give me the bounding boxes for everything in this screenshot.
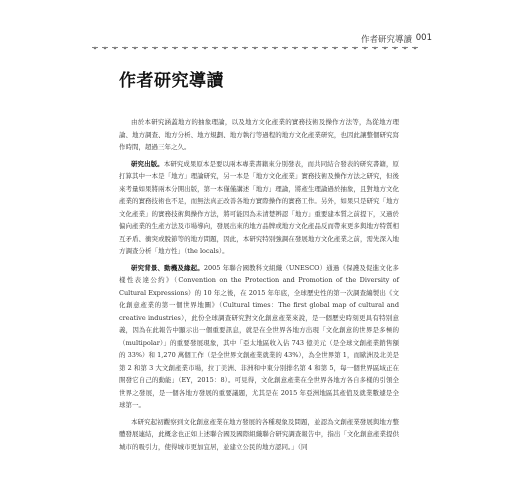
header-title: 作者研究導讀 <box>360 35 412 45</box>
paragraph-text: 2005 年聯合國教科文組織（UNESCO）通過《保護及促進文化多樣性表達公約》（Convention on the Protection and Promotion of the Diversity of Cultural Expressions）的 10 年之後，在 2015 年年底，全球歷史性的第一次調查編製出《文化創意產業的第一個世界地圖》（Cultural times：The first global map of cultural and creative industries），此份全球調查研究對文化創意產業來說，是一個歷史時刻更具有特別意義，因為在此報告中顯示出一個重要訊息，就是在全世界各地方出現「文化創意的世界是多極的（multipolar）」的重要發展現象，其中「亞太地區收入佔 743 億美元（是全球文創產業銷售額的 33%）和 1,270 萬個工作（是全世界文創產業就業的 43%），為全世界第 1，而歐洲及北美是第 2 和第 3 大文創產業市場，拉丁美洲、非洲和中東分別排名第 4 和第 5，每一個世界區域正在開發它自己的動能」（EY，2015：8）。可見得，文化創意產業在全世界各地方各自多樣的引領全世界之發展，是一個各地方發展的重要議題，尤其是在 2015 年亞洲地區其產值及就業數遽是全球第一。 <box>119 263 400 409</box>
paragraph-text: 本研究成果原本是要以兩本專業書籍來分別發表，而共同結合發表的研究書籍，原打算其中一本是「地方」理論研究，另一本是「地方文化產業」實務技術及操作方法之研究，但後來考量如果將兩本分開出版，第一本僅僅講述「地方」理論，將產生理論過於抽象，且對地方文化產業的實務技術也不足，而無法真正改善各地方實際操作的實務工作。另外，如果只是研究「地方文化產業」的實務技術與操作方法，將可能因為未清楚辨認「地方」重要建本質之前提下，又過於偏向產業的生產方法及市場導向，發展出來的地方品牌或地方文化產品反而帶來更多與地方特質相互矛盾、衝突或脫節等的地方問題，因此，本研究特別強調在發展地方文化產業之前，需先深入地方調查分析「地方性」（the locals）。 <box>119 159 400 255</box>
paragraph-lead: 研究背景、動機及緣起。 <box>131 263 204 272</box>
paragraph-text: 由於本研究涵蓋地方的抽象理論，以及地方文化產業的實務技術及操作方法等，為從地方理論、地方調查、地方分析、地方規劃、地方執行等過程的地方文化產業研究，也因此讓整個研究寫作時間，超過三年之久。 <box>119 118 399 151</box>
paragraph <box>119 416 399 454</box>
paragraph <box>119 158 399 258</box>
page-number: 001 <box>415 33 432 43</box>
paragraph <box>119 262 399 412</box>
chapter-title: 作者研究導讀 <box>119 71 224 91</box>
body-text <box>119 116 399 457</box>
paragraph <box>119 116 399 154</box>
paragraph-text: 本研究起初觀察到文化創意產業在地方發展的各種現象及問題，並認為文創產業發展與地方整體發展連結，此概念也正如上述聯合國及國際組織聯合研究調查報告中，指出「文化創意產業提供城市的吸引力，使得城市更加宜居，並建立公民的地方認同。」（同 <box>119 417 399 451</box>
ornamental-divider <box>92 45 422 51</box>
paragraph-lead: 研究出版。 <box>131 159 164 168</box>
